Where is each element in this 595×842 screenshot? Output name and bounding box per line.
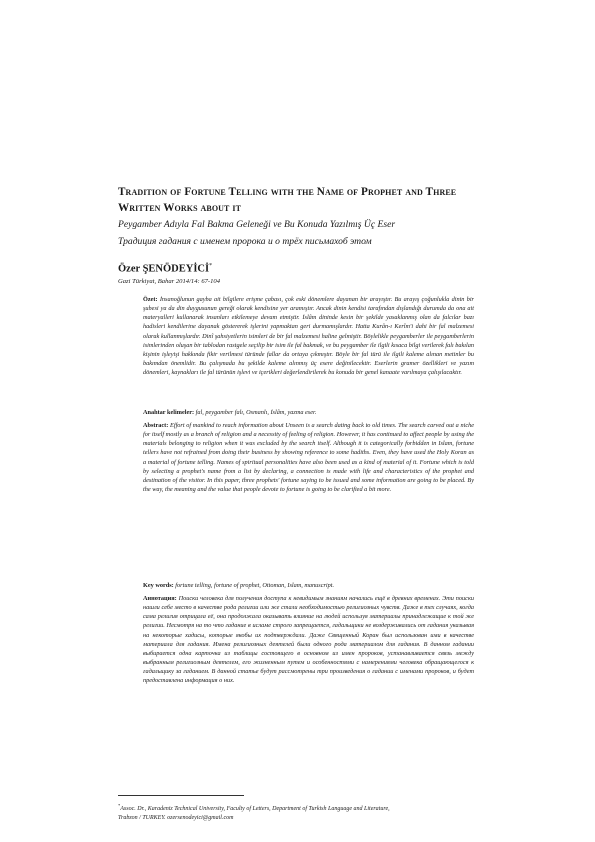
russian-subtitle: Традиция гадания с именем пророка и о трёх письмахоб этом [118,236,372,247]
english-keywords-label: Key words: [143,582,174,589]
footnote-line-2: Trabzon / TURKEY. ozersenodeyici@gmail.com [118,815,234,821]
author-name [118,260,212,276]
footnote-divider [118,795,244,796]
author-footnote [118,801,480,823]
english-abstract [143,421,474,494]
turkish-abstract [143,295,474,377]
author-name-text: Özer ŞENÖDEYİCİ [118,263,210,275]
english-keywords-text: fortune telling, fortune of prophet, Ottoman, Islam, manuscript. [175,582,335,589]
turkish-keywords-label: Anahtar kelimeler: [143,409,195,416]
english-abstract-text: Effort of mankind to reach information about Unseen is a search dating back to old times. The search carved out a niche for itself mostly as a branch of religion and a necessity of feeling of religion. However, it has continued to affect people by using the materials belonging to religion when it was excluded by the search itself. Although it is categorically forbidden in Islam, fortune tellers have not refrained from doing their business by showing reference to some hadiths. Even, they have used the Holy Koran as a material of fortune telling. Names of spiritual personalities have also been used as a kind of material of it. Fortune which is told by selecting a prophet's name from a list by declaring, a connection is made with life and characteristics of the prophet and destination of the visitor. In this paper, three prophets' fortune saying to be issued and some information are going to be placed. By the way, the meaning and the value that people devote to fortune is going to be clarified a bit more. [143,422,474,494]
footnote-mark: * [118,803,121,808]
turkish-abstract-text: İnsanoğlunun gayba ait bilgilere erişme çabası, çok eski dönemlere dayanan bir arayıştır. Bu arayış çoğunlukla dinin bir şubesi ya da din duygusunun gereği olarak kendisine yer aramıştır. Ancak dinin kendisi tarafından dışlandığı durumda da ona ait materyalleri kullanarak insanları etkilemeye devam etmiştir. İslâm dininde kesin bir şekilde yasaklanmış olan da falcılar bazı hadisleri kendilerine dayanak göstererek işlerini yapmaktan geri durmamışlardır. Hatta Kurân-ı Kerîm'i dahi bir fal malzemesi olarak kullanmışlardır. Dinî şahsiyetlerin isimleri de bir fal malzemesi haline gelmiştir. Böylelikle peygamberler ile peygamberlerin isimlerinden oluşan bir tablodan rastgele seçilip bir isim ile fal bakmak, ve bu peygamber ile ilgili kısaca bilgi verilerek falı bakılan kişinin işleyişi hakkında fikir verilmesi türünde fallar da ortaya çıkmıştır. Böyle bir fal türü ile ilgili kaleme alınan metinler bu bakımdan önemlidir. Bu çalışmada bu şekilde kaleme alınmış üç esere değinilecektir. Eserlerin gramer özellikleri ve yazım dönemleri, kaynakları ile fal türünün işlevi ve içerikleri değerlendirilerek bu konuda bir genel kanaate varılmaya çalışılacaktır. [143,296,474,377]
russian-abstract-text: Поиски человека для получения доступа к невидимым знаниям начались ещё в древних временах. Эти поиски нашли себе место в качестве рода религии или же стали необходимостью религиозных чувств. Даже в тех случаях, когда сама религия отрицала её, она продолжала оказывать влияние на людей используя материалы принадлежащие к той же религии. Несмотря на то что гадание в исламе строго запрещается, гадальщики не воздерживались от гадания указывая на некоторые хадисы, которые якобы их подтверждали. Даже Священный Коран был использован ими в качестве материала для гадания. Имена религиозных деятелей были одного рода материалом для гадания. В данном гадании выбирается одна карточка из таблицы состоящего в основном из имен пророков, устанавливается связь между выбранным религиозным деятелем, его жизненным путем и особенностями с намерениями человека обращающегося к гадальщику за гаданием. В данной статье будут рассмотрены три произведения о гадании с именами пророков, и будет предоставлена информация о них. [143,595,474,685]
turkish-keywords [143,408,474,417]
turkish-subtitle: Peygamber Adıyla Fal Bakma Geleneği ve Bu Konuda Yazılmış Üç Eser [118,219,396,230]
journal-citation: Gazi Türkiyat, Bahar 2014/14: 67-104 [118,278,221,285]
english-abstract-label: Abstract: [143,422,169,429]
russian-abstract-label: Аннотация: [143,595,177,602]
english-keywords [143,581,474,590]
turkish-keywords-text: fal, peygamber falı, Osmanlı, İslâm, yazma eser. [195,409,317,416]
article-title: Tradition of Fortune Telling with the Name of Prophet and Three Written Works about it [118,186,457,214]
turkish-abstract-label: Özet: [143,296,158,303]
author-footnote-mark: * [209,263,213,269]
footnote-line-1: Assoc. Dr., Karadeniz Technical University, Faculty of Letters, Department of Turkish Language and Literature, [120,806,390,812]
